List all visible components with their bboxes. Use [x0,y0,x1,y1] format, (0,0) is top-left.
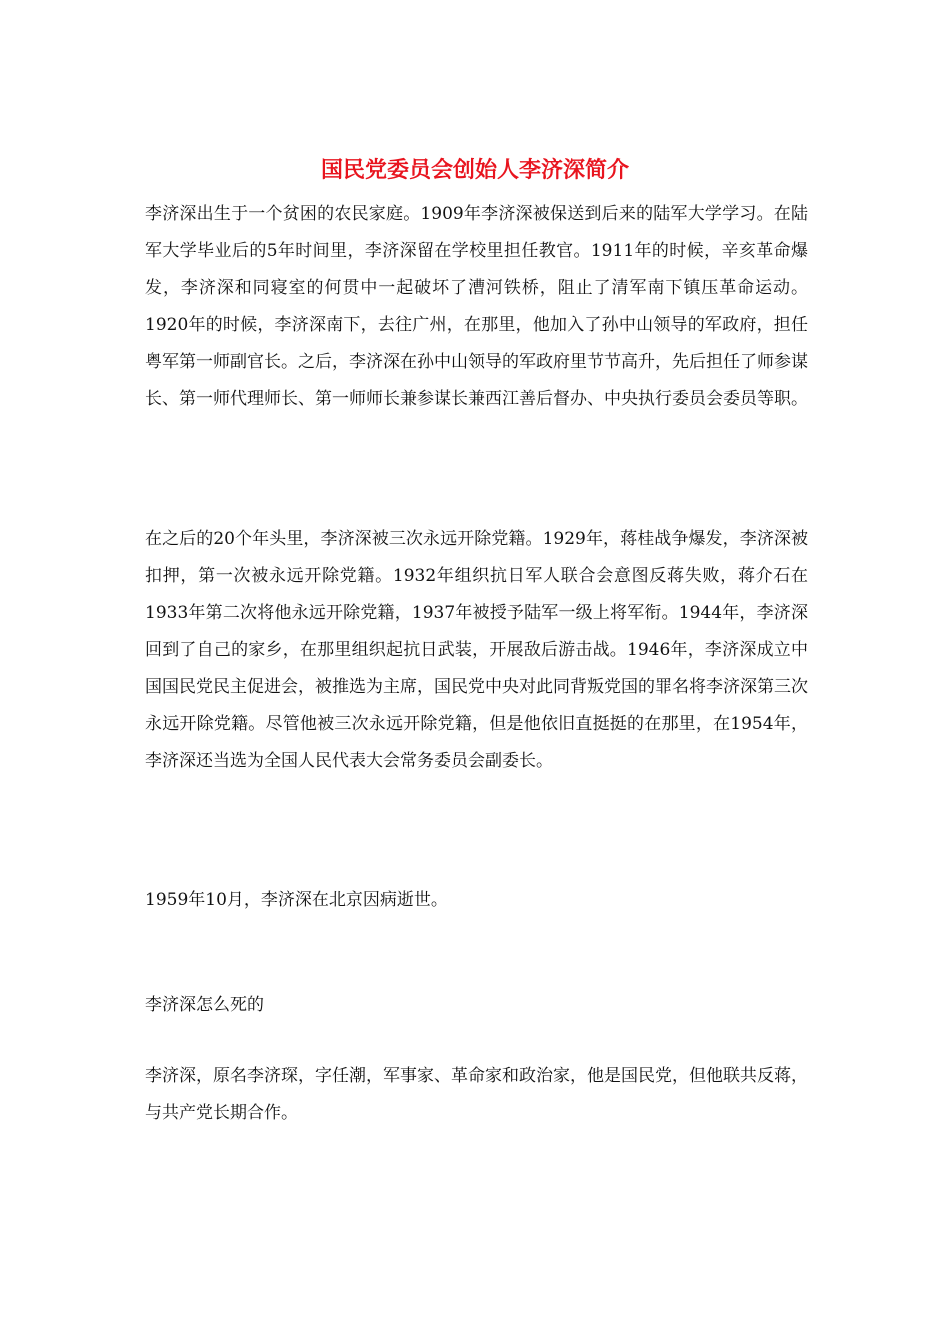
paragraph-death: 1959年10月，李济深在北京因病逝世。 [145,890,448,910]
paragraph-biography: 李济深出生于一个贫困的农民家庭。1909年李济深被保送到后来的陆军大学学习。在陆军大学毕业后的5年时间里，李济深留在学校里担任教官。1911年的时候，辛亥革命爆发，李济深和同寝室的何贯中一起破坏了漕河铁桥，阻止了清军南下镇压革命运动。1920年的时候，李济深南下，去往广州，在那里，他加入了孙中山领导的军政府，担任粤军第一师副官长。之后，李济深在孙中山领导的军政府里节节高升，先后担任了师参谋长、第一师代理师长、第一师师长兼参谋长兼西江善后督办、中央执行委员会委员等职。 [145,204,808,409]
section-heading-how-he-died: 李济深怎么死的 [145,995,264,1015]
paragraph-expulsions: 在之后的20个年头里，李济深被三次永远开除党籍。1929年，蒋桂战争爆发，李济深被扣押，第一次被永远开除党籍。1932年组织抗日军人联合会意图反蒋失败，蒋介石在1933年第二次将他永远开除党籍，1937年被授予陆军一级上将军衔。1944年，李济深回到了自己的家乡，在那里组织起抗日武装，开展敌后游击战。1946年，李济深成立中国国民党民主促进会，被推选为主席，国民党中央对此同背叛党国的罪名将李济深第三次永远开除党籍。尽管他被三次永远开除党籍，但是他依旧直挺挺的在那里，在1954年，李济深还当选为全国人民代表大会常务委员会副委长。 [145,529,808,771]
document-title: 国民党委员会创始人李济深简介 [320,157,629,183]
paragraph-summary: 李济深，原名李济琛，字任潮，军事家、革命家和政治家，他是国民党，但他联共反蒋，与共产党长期合作。 [145,1066,808,1123]
